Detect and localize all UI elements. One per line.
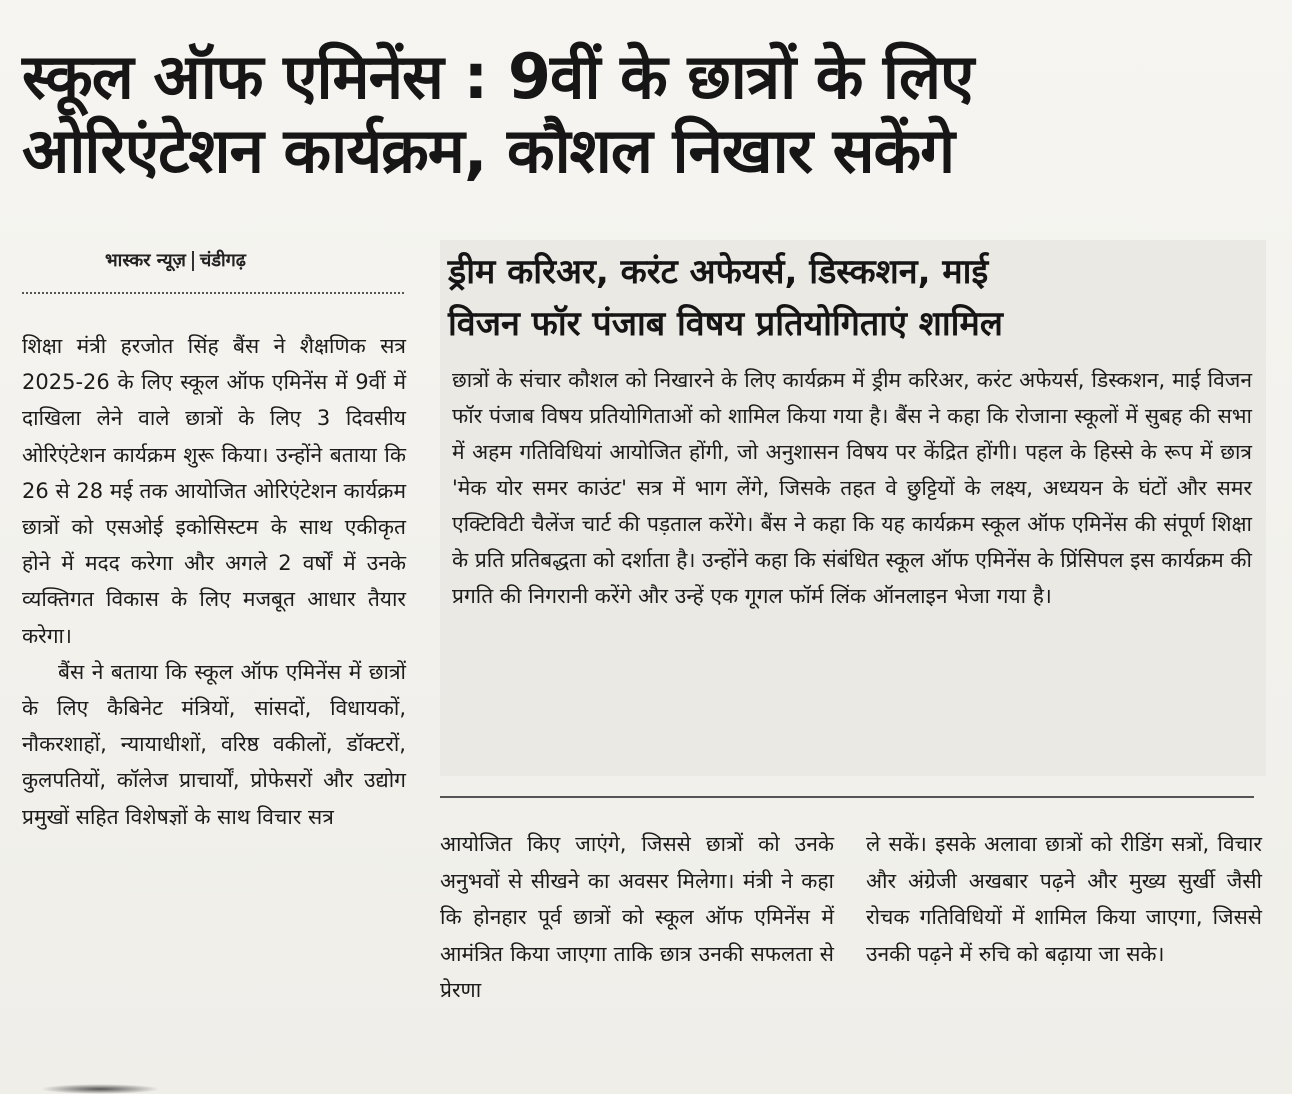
byline-separator	[192, 251, 194, 271]
box-subheadline	[448, 246, 1258, 350]
byline	[105, 248, 246, 272]
byline-city: चंडीगढ़	[199, 250, 246, 271]
page-edge-shadow	[40, 1084, 160, 1094]
byline-dotted-rule	[22, 292, 404, 294]
headline-line-1: स्कूल ऑफ एमिनेंस : 9वीं के छात्रों के लिए	[22, 40, 974, 113]
headline	[22, 40, 1272, 188]
highlight-box	[440, 240, 1266, 776]
left-paragraph-2: बैंस ने बताया कि स्कूल ऑफ एमिनेंस में छात्रों के लिए कैबिनेट मंत्रियों, सांसदों, विधायकों, नौकरशाहों, न्यायाधीशों, वरिष्ठ वकीलों, डॉक्टरों, कुलपतियों, कॉलेज प्राचार्यों, प्रोफेसरों और उद्योग प्रमुखों सहित विशेषज्ञों के साथ विचार सत्र	[22, 659, 406, 829]
box-body-text: छात्रों के संचार कौशल को निखारने के लिए कार्यक्रम में ड्रीम करिअर, करंट अफेयर्स, डिस्कशन, माई विजन फॉर पंजाब विषय प्रतियोगिताओं को शामिल किया गया है। बैंस ने कहा कि रोजाना स्कूलों में सुबह की सभा में अहम गतिविधियां आयोजित होंगी, जो अनुशासन विषय पर केंद्रित होंगी। पहल के हिस्से के रूप में छात्र 'मेक योर समर काउंट' सत्र में भाग लेंगे, जिसके तहत वे छुट्टियों के लक्ष्य, अध्ययन के घंटों और समर एक्टिविटी चैलेंज चार्ट की पड़ताल करेंगे। बैंस ने कहा कि यह कार्यक्रम स्कूल ऑफ एमिनेंस की संपूर्ण शिक्षा के प्रति प्रतिबद्धता को दर्शाता है। उन्होंने कहा कि संबंधित स्कूल ऑफ एमिनेंस के प्रिंसिपल इस कार्यक्रम की प्रगति की निगरानी करेंगे और उन्हें एक गूगल फॉर्म लिंक ऑनलाइन भेजा गया है।	[452, 368, 1252, 608]
left-paragraph-1: शिक्षा मंत्री हरजोत सिंह बैंस ने शैक्षणिक सत्र 2025-26 के लिए स्कूल ऑफ एमिनेंस में 9वीं में दाखिला लेने वाले छात्रों के लिए 3 दिवसीय ओरिएंटेशन कार्यक्रम शुरू किया। उन्होंने बताया कि 26 से 28 मई तक आयोजित ओरिएंटेशन कार्यक्रम छात्रों को एसओई इकोसिस्टम के साथ एकीकृत होने में मदद करेगा और अगले 2 वर्षों में उनके व्यक्तिगत विकास के लिए मजबूत आधार तैयार करेगा।	[22, 334, 406, 648]
byline-agency: भास्कर न्यूज़	[105, 250, 186, 271]
box-subheadline-line-1: ड्रीम करिअर, करंट अफेयर्स, डिस्कशन, माई	[448, 252, 989, 292]
right-column: ले सकें। इसके अलावा छात्रों को रीडिंग सत्रों, विचार और अंग्रेजी अखबार पढ़ने और मुख्य सुर्खी जैसी रोचक गतिविधियों में शामिल किया जाएगा, जिससे उनकी पढ़ने में रुचि को बढ़ाया जा सके।	[866, 832, 1262, 966]
box-subheadline-line-2: विजन फॉर पंजाब विषय प्रतियोगिताएं शामिल	[448, 304, 1003, 344]
middle-column: आयोजित किए जाएंगे, जिससे छात्रों को उनके अनुभवों से सीखने का अवसर मिलेगा। मंत्री ने कहा कि होनहार पूर्व छात्रों को स्कूल ऑफ एमिनेंस में आमंत्रित किया जाएगा ताकि छात्र उनकी सफलता से प्रेरणा	[440, 832, 834, 1002]
section-rule	[440, 796, 1254, 798]
left-column	[22, 328, 406, 835]
headline-line-2: ओरिएंटेशन कार्यक्रम, कौशल निखार सकेंगे	[22, 114, 955, 187]
